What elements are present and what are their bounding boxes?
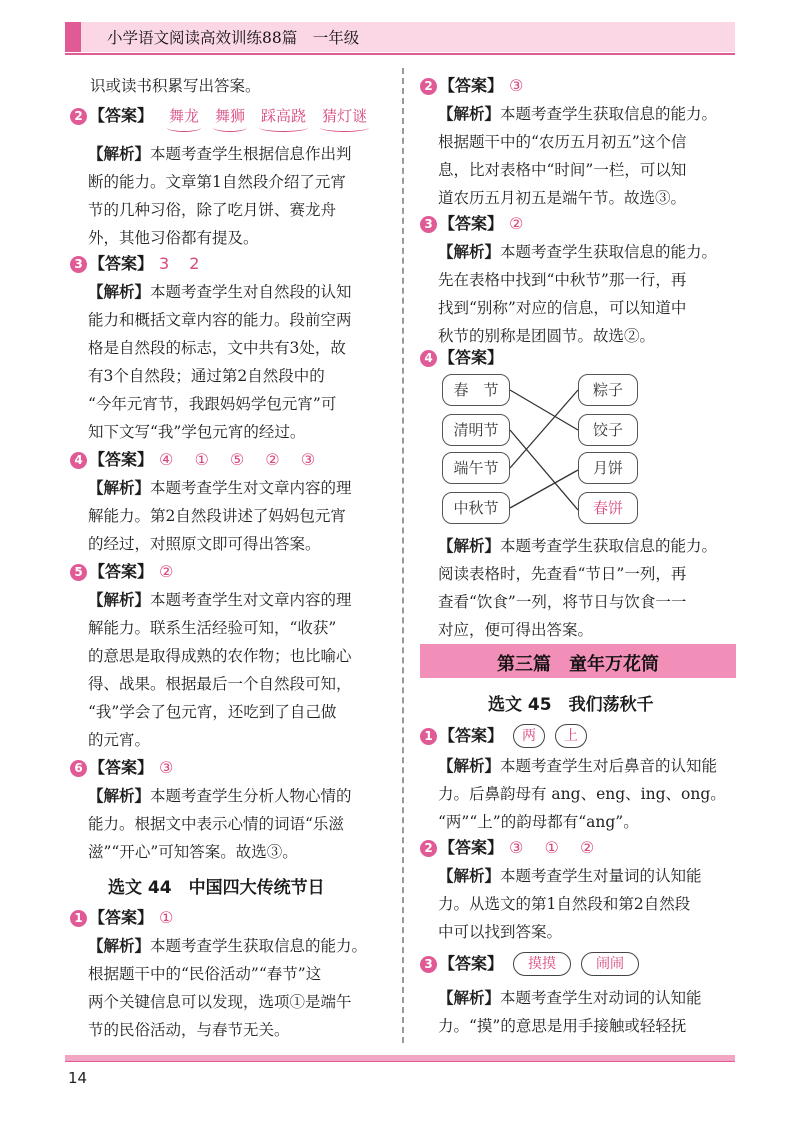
answer-pill: 上 [555, 724, 587, 748]
answer-value: ④ ① ⑤ ② ③ [159, 450, 324, 469]
answer-value: ③ ① ② [509, 838, 603, 857]
analysis-line: 的元宵。 [88, 731, 151, 749]
analysis-line: 息，比对表格中“时间”一栏，可以知 [438, 161, 687, 179]
answer-label: 【答案】 [439, 838, 504, 857]
food-box: 饺子 [578, 414, 638, 446]
analysis-line: 的意思是取得成熟的农作物；也比喻心 [88, 647, 352, 665]
analysis-line: 根据题干中的“民俗活动”“春节”这 [88, 965, 322, 983]
answer-label: 【答案】 [89, 106, 154, 125]
answer-pill: 闹闹 [581, 952, 639, 976]
answer-label: 【答案】 [439, 348, 504, 367]
answer-row-s45q3 [420, 952, 639, 976]
page-number: 14 [68, 1069, 88, 1087]
analysis-line: “我”学会了包元宵，还吃到了自己做 [88, 703, 337, 721]
answer-value: 3 2 [159, 254, 202, 273]
analysis-line: 【解析】本题考查学生获取信息的能力。 [438, 104, 718, 123]
analysis-line: 节的几种习俗，除了吃月饼、赛龙舟 [88, 201, 337, 219]
analysis-line: 解能力。联系生活经验可知，“收获” [88, 619, 337, 637]
answer-row-s45q1 [420, 724, 587, 748]
analysis-line: 能力和概括文章内容的能力。段前空两 [88, 311, 352, 329]
festival-box: 清明节 [442, 414, 510, 446]
analysis-line: 秋节的别称是团圆节。故选②。 [438, 327, 656, 345]
question-number: 2 [420, 840, 437, 857]
analysis-line: 知下文写“我”学包元宵的经过。 [88, 423, 306, 441]
analysis-line: 【解析】本题考查学生对动词的认知能 [438, 988, 702, 1007]
match-line-spring [510, 390, 578, 430]
analysis-line: 能力。根据文中表示心情的词语“乐滋 [88, 815, 344, 833]
footer-rule [65, 1061, 735, 1062]
answer-value: ③ [509, 76, 526, 95]
answer-label: 【答案】 [89, 908, 154, 927]
analysis-line: 【解析】本题考查学生根据信息作出判 [88, 144, 352, 163]
analysis-line: 解能力。第2自然段讲述了妈妈包元宵 [88, 507, 346, 525]
match-line-qingming [510, 430, 578, 510]
analysis-line: 外，其他习俗都有提及。 [88, 229, 259, 247]
analysis-line: 【解析】本题考查学生对文章内容的理 [88, 590, 352, 609]
analysis-line: 有3个自然段；通过第2自然段中的 [88, 367, 325, 385]
question-number: 4 [420, 350, 437, 367]
analysis-line: 【解析】本题考查学生对自然段的认知 [88, 282, 352, 301]
section-title-44: 选文 44 中国四大传统节日 [108, 878, 325, 898]
question-number: 1 [420, 728, 437, 745]
festival-box: 春 节 [442, 374, 510, 406]
answer-label: 【答案】 [439, 76, 504, 95]
analysis-line: 【解析】本题考查学生获取信息的能力。 [438, 242, 718, 261]
answer-value: ② [159, 562, 176, 581]
part-banner [420, 644, 736, 678]
answer-word-2: 舞狮 [215, 104, 245, 128]
answer-label: 【答案】 [439, 214, 504, 233]
answer-word-1: 舞龙 [169, 104, 199, 128]
answer-label: 【答案】 [89, 758, 154, 777]
question-number: 3 [420, 956, 437, 973]
answer-value: ③ [159, 758, 176, 777]
answer-pill: 摸摸 [513, 952, 571, 976]
analysis-line: 两个关键信息可以发现，选项①是端午 [88, 993, 352, 1011]
analysis-line: 阅读表格时，先查看“节日”一列，再 [438, 565, 687, 583]
analysis-line: 格是自然段的标志，文中共有3处，故 [88, 339, 346, 357]
analysis-line: 力。从选文的第1自然段和第2自然段 [438, 895, 691, 913]
analysis-line: 对应，便可得出答案。 [438, 621, 594, 639]
analysis-line: 滋”“开心”可知答案。故选③。 [88, 843, 298, 861]
analysis-line: 【解析】本题考查学生获取信息的能力。 [88, 936, 368, 955]
answer-label: 【答案】 [89, 254, 154, 273]
answer-label: 【答案】 [439, 726, 504, 745]
analysis-line: 力。后鼻韵母有 ang、eng、ing、ong。 [438, 785, 726, 803]
analysis-line: 断的能力。文章第1自然段介绍了元宵 [88, 173, 346, 191]
answer-label: 【答案】 [89, 450, 154, 469]
analysis-line: 得、战果。根据最后一个自然段可知， [88, 675, 352, 693]
analysis-line: 道农历五月初五是端午节。故选③。 [438, 189, 687, 207]
analysis-line: 查看“饮食”一列，将节日与饮食一一 [438, 593, 687, 611]
festival-box: 中秋节 [442, 492, 510, 524]
analysis-line: 的经过，对照原文即可得出答案。 [88, 535, 321, 553]
analysis-line: 先在表格中找到“中秋节”那一行，再 [438, 271, 687, 289]
answer-value: ② [509, 214, 526, 233]
section-title-45: 选文 45 我们荡秋千 [488, 695, 654, 715]
question-number: 4 [70, 452, 87, 469]
food-box: 春饼 [578, 492, 638, 524]
question-number: 2 [420, 78, 437, 95]
analysis-line: 找到“别称”对应的信息，可以知道中 [438, 299, 687, 317]
food-box: 粽子 [578, 374, 638, 406]
analysis-line: 中可以找到答案。 [438, 923, 563, 941]
question-number: 1 [70, 910, 87, 927]
analysis-line: “今年元宵节，我跟妈妈学包元宵”可 [88, 395, 337, 413]
analysis-line: 【解析】本题考查学生对文章内容的理 [88, 478, 352, 497]
answer-word-4: 猜灯谜 [322, 104, 367, 128]
question-number: 3 [420, 216, 437, 233]
festival-box: 端午节 [442, 452, 510, 484]
answer-row-s45q2 [420, 836, 602, 860]
analysis-line: 力。“摸”的意思是用手接触或轻轻抚 [438, 1017, 687, 1035]
question-number: 5 [70, 564, 87, 581]
question-number: 6 [70, 760, 87, 777]
answer-label: 【答案】 [89, 562, 154, 581]
answer-label: 【答案】 [439, 954, 504, 973]
intro-line: 识或读书积累写出答案。 [90, 77, 261, 95]
question-number: 2 [70, 108, 87, 125]
answer-value: ① [159, 908, 176, 927]
analysis-line: “两”“上”的韵母都有“ang”。 [438, 813, 639, 831]
answer-pill: 两 [513, 724, 545, 748]
food-box: 月饼 [578, 452, 638, 484]
match-line-midautumn [510, 470, 578, 508]
part-banner-title: 第三篇 童年万花筒 [497, 654, 659, 675]
answer-word-3: 踩高跷 [261, 104, 306, 128]
book-title: 小学语文阅读高效训练88篇 一年级 [107, 29, 360, 47]
match-line-duanwu [510, 390, 578, 468]
analysis-line: 根据题干中的“农历五月初五”这个信 [438, 133, 687, 151]
question-number: 3 [70, 256, 87, 273]
analysis-line: 【解析】本题考查学生分析人物心情的 [88, 786, 352, 805]
analysis-line: 【解析】本题考查学生获取信息的能力。 [438, 536, 718, 555]
analysis-line: 【解析】本题考查学生对量词的认知能 [438, 866, 702, 885]
analysis-line: 【解析】本题考查学生对后鼻音的认知能 [438, 756, 718, 775]
analysis-line: 节的民俗活动，与春节无关。 [88, 1021, 290, 1039]
